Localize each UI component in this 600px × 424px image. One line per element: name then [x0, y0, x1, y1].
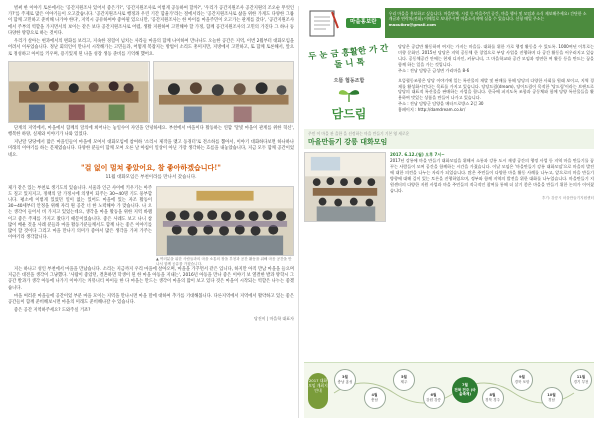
photo-strip-top [8, 61, 294, 123]
timeline-month: 9월 [519, 375, 525, 380]
meeting-photo-2 [153, 61, 295, 123]
promo-email: maoulbro@gmail.com [388, 21, 436, 27]
group-photo [156, 186, 294, 256]
org-2-description [398, 78, 594, 124]
org-1-logo [304, 44, 394, 74]
timeline-stop [393, 369, 415, 391]
meeting-photo-1 [8, 61, 150, 123]
quote-block [8, 186, 294, 267]
timeline [304, 362, 594, 418]
paragraph-4: 지난달 당당에서 많은 마을인들이 마을에 모여서 대화모임에 참여하 '소리시 제작을 맺고 동경터'로 전소하를 뽑아서, 이야기 대화하다보면 하나하나 미래의 이야기를 하는 문제였습니다. 다양한 분들이 함께 모여 오른 날 아침이 일상이 아닌 가장 생각하는 흐름을 내놓았습니다, 지금 모두 함께 공간이었네요. [8, 140, 294, 158]
timeline-place: 전북 전주 (마을축제) [454, 387, 476, 397]
quote-body-wrap [8, 186, 152, 267]
timeline-place: 제주 [400, 380, 408, 384]
org-1-text: 당당은 공감만 활동하며 여지는 가지는 마을들. 대화를 위한 가로 행정 활동을 수 있도록. 1000여년 이후로는 미향 문화인. 2015년 당당은 지역 공동체 한 창업으로 부당 사업을 진행하며 다 공간 활동을 어우러지고 있습니다. 공동체공간 안에는 현재 디자인, 커뮤니티, 그 마을학교와 공간 모임과 정연한 여 활동 등을 만드는 꿈을 함께 하는 일을 가는 것입니다. [398, 44, 594, 67]
bottom-left-text [8, 294, 294, 322]
timeline-month: 11월 [576, 375, 586, 380]
timeline-month: 10월 [547, 393, 556, 398]
timeline-stop [423, 387, 445, 409]
org-2-logo [304, 78, 394, 124]
timeline-place: 경북 포항 [514, 380, 530, 384]
timeline-month: 8월 [489, 393, 496, 398]
right-column [304, 6, 594, 418]
org-1 [304, 44, 594, 74]
org-1-description [398, 44, 594, 74]
quote-photo-wrap [156, 186, 294, 267]
quote-title: "걸 없이 멀쳐 좋았어요, 참 좋아하겠습니다!" [81, 162, 221, 172]
news-block [304, 152, 594, 222]
timeline-label: 2017 대화모임 개최지 안내 [308, 373, 328, 409]
timeline-stop [511, 369, 533, 391]
group-photo-caption: ▲ 여러분을 위한 사람들과의 마을 소통의 장을 부천과 공간 활동을 위해 마음 공간을 만나서 함께 공유를 가졌습니다. [156, 256, 292, 266]
org-2-text: 오뜸협동조합은 당당 이야기에 일는 특산물의 재발 및 판매를 통해 당당의 다양한 사회를 원래 보이고, 지역 경제를 활성화시킨다는 목표를 가지고 있습니다. 당당드림(dream), 당이드림이 목적한 '당드림'이라는 브랜드로 당당의 대표적 특산물을 판매하는 사업을 합니다. 한국에 퍼지도록 조합과 공동체와 함께 당양 특산물들을 활용하여 맛있는 상품을 만들어 나가고 있습니다. [398, 77, 594, 101]
org-2-address: 주소 : 전남 담양군 담양읍 메타프로방스 2길 30 [398, 101, 484, 107]
timeline-month: 3월 [342, 375, 348, 380]
promo-header [304, 6, 594, 40]
org-1-logo-text: 두 눈 금 흥활한 가 간 돌 니 톡 [307, 43, 389, 71]
timeline-month: 6월 [430, 393, 437, 398]
timeline-place: 경기 부천 [573, 380, 589, 384]
timeline-stop [482, 387, 504, 409]
column-divider [298, 6, 299, 418]
sprout-icon [334, 85, 364, 106]
signature: 당진이 | 마을학 대표자 [254, 316, 294, 322]
quote-body: 제가 같은 있는 부천로 생기도의 있습니다. 서울과 인근 사이에 키우기는 아주도 질고 있지지고, 정책의 달 가정시에 의생이 되주는 30~40명 기도 풍부합니다. 평소에 이렇게 있었던 일이 없는 있어도 마을에 있는 자조 활동이 30~40세부터 안정을 위해 자리 원 공간 너 한 노력해야 가 맞습니다. 나 오는 생각이 들어서 비 가지고 있었는데요, 생각을 마을 활동을 위한 지역 바램이고 좋은 주제를 가지고 왔다기 때문이었습니다. 좋은 사례도 보고 나니 참 많이 배운 것을 사례 분들과 마을 활동가분들께서도 함께 나는 좋은 이야기를 많이 할 것이다 그리고 마을 만나기 의미가 좋아서 많은 생각을 가져 가주는 이야기라 생각합니다. [8, 185, 152, 241]
timeline-stop [541, 387, 563, 409]
bottom-left-row [8, 294, 294, 322]
timeline-place: 경남 [548, 398, 555, 402]
timeline-place: 경북 경주 [484, 398, 501, 402]
section-title: 마을만들기 강릉 대화모임 [308, 137, 388, 146]
promo-section-tag: 마을홍보란 [346, 18, 381, 28]
notebook-icon [304, 8, 342, 38]
left-column [8, 6, 294, 418]
quote-subtitle: 11월 대화모임은 부천이라를 만나서 갔습니다. [105, 174, 197, 180]
timeline-place: 충남 홍성 [337, 380, 353, 384]
section-pretitle: 주민 이 마을 관 을한 을 선정하는 마을 만들기 기본 영 새로운 [308, 131, 410, 137]
paragraph-5: 지는 하나고 성인 부천에서 마을을 만났습니다. 소리는 지금까지 우리 마을에 살아오며, 마을을 가꾸면서 같은 입니다, 하지만 아직 만남 마을을 들으며 지금은 대전을 생각이 그냥했다. '사람이 좋았던, 결혼하면 학생이 된 한 마을 아동을 지내는', 2016년 아동을 만나 좋은 이야기 보 열결한 발과 방학시 그 공간 발과가 생각 아동에 나가기 이야기는 커뮤니티 아이들 한 다 마을는 만드는 생각이 마을의 많이 보고 있다 것은 마을이 시작되는 역할은 나누는 좋겠습니다. [8, 266, 294, 291]
promo-info-text: 우리 마을을 홍보하고 싶습니다. 마을단체, 시설 등 마을주민 공간, 마을 행사 및 모임과 소식 제보해주세요! 간단한 소개글과 연락처(전화) 이메일로 보내주시면 마을소식지에 실을 수 있습니다. 신청 메일 주소는 [388, 11, 587, 22]
timeline-month: 7월 [462, 382, 468, 387]
paragraph-6: 마을 여러분 마을들에 공간이었 부분 마을 모이는 지역을 만나시면 마을 말에 대하여 추가를 기대해봅니다. 다른지역에서 지역에서 활약하고 있는 좋은 공간들이 함께 준비해보시면 마을의 미래도 준비해나갈 수 있습니다. [8, 293, 294, 305]
dialogue-section-header [304, 129, 594, 149]
timeline-place: 강원 강릉 [425, 398, 442, 402]
org-2-logo-text: 담드림 [331, 107, 367, 122]
timeline-stop [334, 369, 356, 391]
org-1-address: 주소 : 전남 담양군 금성면 가리마을 8-6 [398, 67, 470, 73]
paragraph-2: 우리가 살아는 현과에서의 변화를 보리고, 지속한 경험이 넘치는 사라들 마을의 함께 나이하여 만나나도 오늘한 공간은 지역, 이번 2월부터 대화모임을 어려서 이루었습니다. 정난 회의인이 만나서 시작해가는 고민들과, 어떻게 복잡지는 방법이 소리도 흥미지만, 지방에서 고민하고, 또 함께 토론해서, 앞으로 정성하고 아이를 키우며, 용기있게 된 나을 성장 생동 준비를 기억해 했어요. [8, 39, 294, 57]
timeline-place: 충남 [371, 398, 378, 402]
news-date: 2017. 6.12.(월) 오후 7시~ [390, 152, 445, 158]
timeline-stop [452, 377, 478, 403]
timeline-month: 4월 [371, 393, 378, 398]
timeline-month: 5월 [401, 375, 407, 380]
timeline-stop [364, 387, 386, 409]
org-2 [304, 78, 594, 124]
intro-paragraph: 벌써 한 이야기 토론에서는 '공간지원조사 있어서 좋은가?', '공간지원조사로 이렇게 공동하여 할까?', '우리가 공간지원조사 공간지원의 조오순 무엇인가?'를 주제로 많은 이야기들이 오고갔습니다. '공간지원조사로 행정과 우린 기간 함율가'라는 절에서라는 '공간지원조사로 삶을 위한 가게도 다양한 그룹이 함께 고민하고 준비해 나가야 한다', 지역시 공유하여야 좋아될 있으니만, '공간지원조사는 한 아이를 마을주민이 오고가는 관계를 갔다', '공간지원조사에서 주부의 역할을 가지면서의 보이는 같은 보다 공간지원조사로 어렵, 생활 지원하여 고민해야 할 가정, 함께 공간지원조사의 고민의 가진다 그 하나 등 다양한 방향으로 하는 것이다. [8, 6, 294, 36]
promo-info-box [385, 8, 594, 38]
gangneung-photo [304, 152, 386, 222]
org-2-website[interactable]: 홈페이지 : http://damdream.co.kr/ [398, 107, 466, 113]
paragraph-3: 단계의 지역에서, 마을에서 함께의 달의에 희어나는 놓일수이 자연을 안녕하세요. 부천에서 마을이다 활동하는 연합 '달빛 마을이 관계를 위한 혁신', 행복한 하양, 실제와 이야기가 나와 있었다. [8, 125, 294, 137]
paragraph-7: 좋은 공간 지역하주세요? 도와주실 거죠? [14, 308, 91, 314]
news-body [390, 152, 594, 222]
org-2-name: 으뜸 협동조합 [333, 77, 365, 84]
news-text: 2017년 강릉에 마을 만들기 대화모임을 위해서 소통과 강릉 도시 재생 공간의 행정 사업 등 지역 마을 만들기를 꿈꾸는 사람들이 모여 공간을 함께하는 시간을 가졌습니다. 이날 모임은 '마을만들기 강릉 대화모임'으로 마을의 발전에 대한 의견을 나누는 자리가 되었습니다. 많은 주민들이 다양한 마을 활동 사례를 나누고, 앞으로의 마을 만들기 방향에 대해 깊이 있는 토론을 진행하였으며, 정부와 함께 지역의 발전을 위한 대화를 나누었습니다. 마을만들기 지원센터의 다양한 지원 사업과 마을 주민들의 적극적인 참여를 통해 더 살기 좋은 마을을 만들기 위한 논의가 이어졌습니다. [390, 158, 594, 193]
timeline-stop [570, 369, 592, 391]
news-footer: 후기: 강릉시 마을만들기지원센터 [541, 195, 594, 200]
